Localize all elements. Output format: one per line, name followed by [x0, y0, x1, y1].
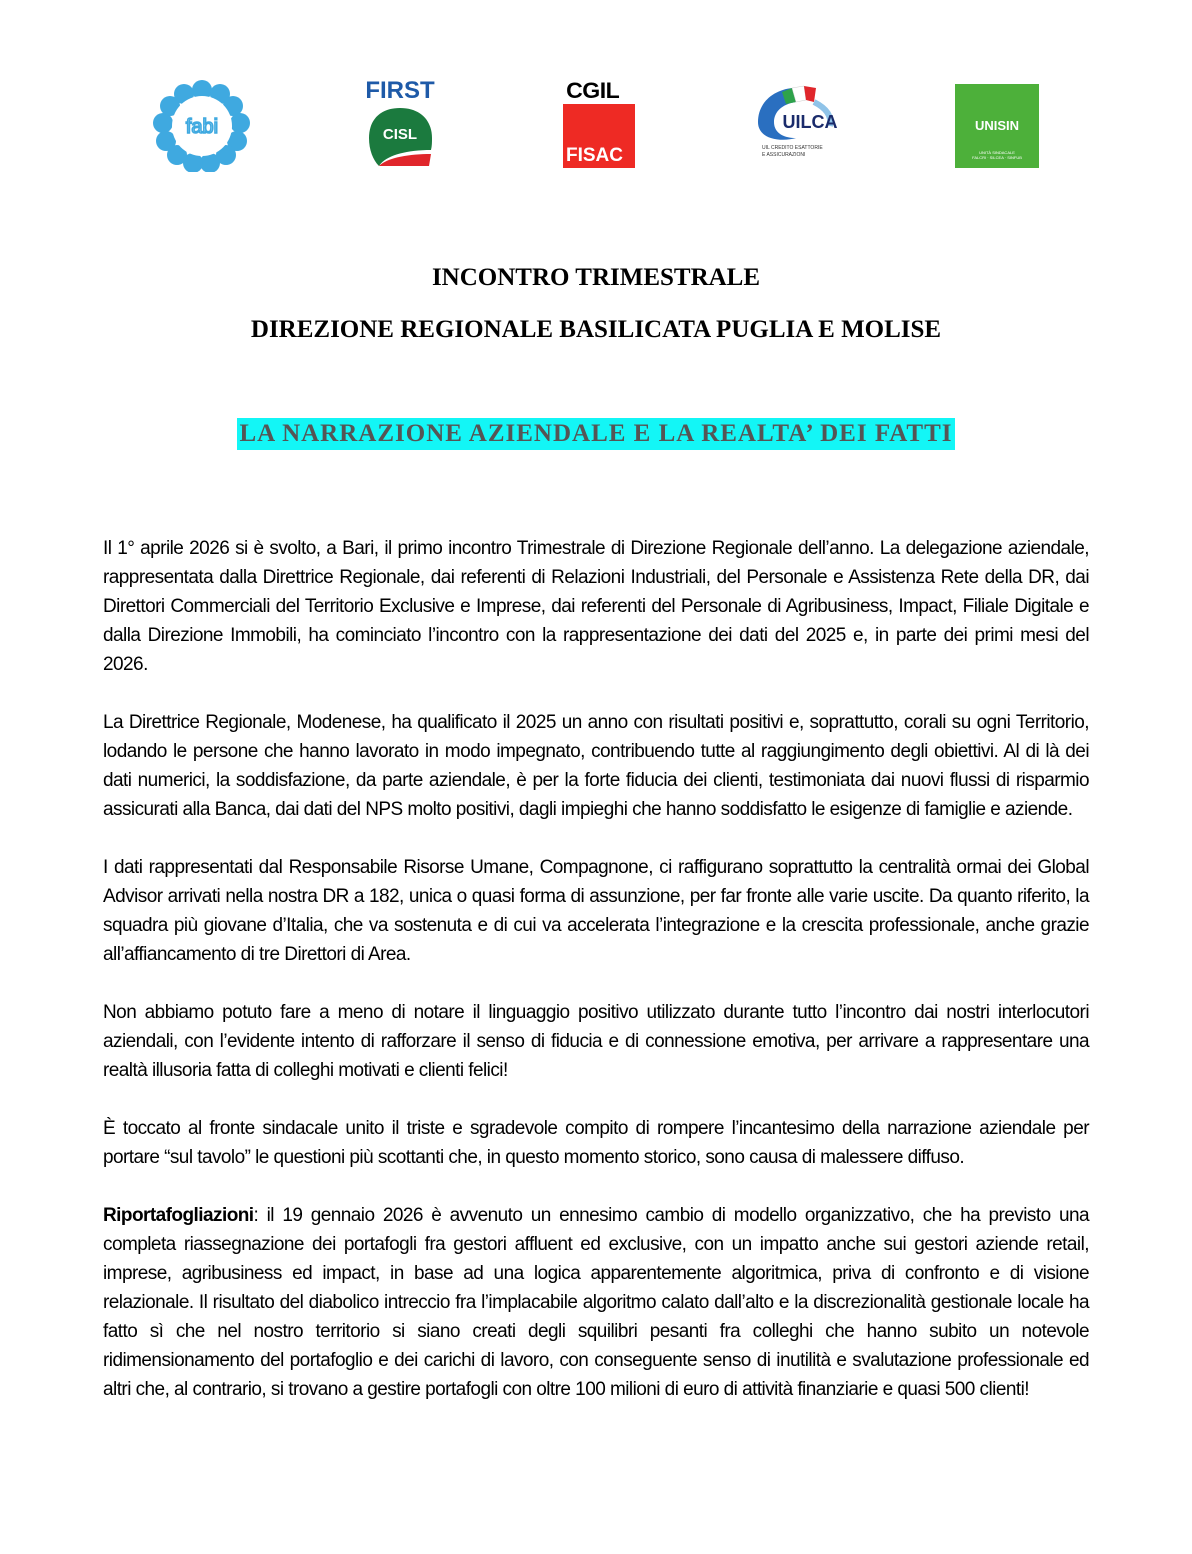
riportafogliazioni-text: : il 19 gennaio 2026 è avvenuto un ennesimo cambio di modello organizzativo, che ha previsto una completa riassegnazione dei portafogli fra gestori affluent ed exclusive, con un impatto anche sui gestori aziende retail, imprese, agribusiness ed impact, in base ad una logica apparentemente algoritmica, priva di confronto e di visione relazionale. Il risultato del diabolico intreccio fra l’implacabile algoritmo calato dall’alto e la discrezionalità gestionale locale ha fatto sì che nel nostro territorio si siano creati degli squilibri pesanti fra colleghi che hanno subito un notevole ridimensionamento del portafoglio e dei carichi di lavoro, con conseguente senso di inutilità e svalutazione professionale ed altri che, al contrario, si trovano a gestire portafogli con oltre 100 milioni di euro di attività finanziarie e quasi 500 clienti!: [103, 1205, 1089, 1400]
union-logos-row: [0, 0, 1192, 200]
uilca-ribbon-icon: [752, 82, 852, 144]
highlighted-heading-wrap: [0, 418, 1192, 450]
document-title: INCONTRO TRIMESTRALE: [431, 264, 761, 291]
paragraph-risorse-umane: I dati rappresentati dal Responsabile Risorse Umane, Compagnone, ci raffigurano soprattutto la centralità ormai dei Global Advisor arrivati nella nostra DR a 182, unica o quasi forma di assunzione, per far fronte alle varie uscite. Da quanto riferito, la squadra più giovane d’Italia, che va sostenuta e di cui va accelerata l’integrazione e la crescita professionale, anche grazie all’affiancamento di tre Direttori di Area.: [103, 857, 1089, 965]
fabi-flower-icon: [152, 80, 252, 172]
uilca-logo-text: UILCA: [782, 112, 838, 132]
uilca-logo: [752, 82, 852, 168]
cisl-emblem-icon: [365, 106, 435, 168]
paragraph-riportafogliazioni: [103, 1201, 1089, 1404]
fabi-logo: [152, 80, 252, 172]
fisac-red-block: [563, 104, 635, 168]
unisin-logo-text: UNISIN: [974, 118, 1020, 133]
first-logo-text: FIRST: [365, 77, 435, 104]
paragraph-intro: Il 1° aprile 2026 si è svolto, a Bari, il primo incontro Trimestrale di Direzione Regionale dell’anno. La delegazione aziendale, rappresentata dalla Direttrice Regionale, dai referenti di Relazioni Industriali, del Personale e Assistenza Rete della DR, dai Direttori Commerciali del Territorio Exclusive e Imprese, dai referenti del Personale di Agribusiness, Impact, Filiale Digitale e dalla Direzione Immobili, ha cominciato l’incontro con la rappresentazione dei dati del 2025 e, in parte dei primi mesi del 2026.: [103, 538, 1089, 675]
first-cisl-logo: [358, 78, 442, 170]
fisac-logo-text: FISAC: [566, 145, 623, 166]
uilca-subtitle-line2: E ASSICURAZIONI: [762, 152, 806, 158]
uilca-subtitle-line1: UIL CREDITO ESATTORIE: [762, 145, 823, 151]
paragraph-linguaggio: Non abbiamo potuto fare a meno di notare il linguaggio positivo utilizzato durante tutto l’incontro dai nostri interlocutori aziendali, con l’evidente intento di rafforzare il senso di fiducia e di connessione emotiva, per arrivare a rappresentare una realtà illusoria fatta di colleghi motivati e clienti felici!: [103, 1002, 1089, 1081]
paragraph-fronte-sindacale: È toccato al fronte sindacale unito il triste e sgradevole compito di rompere l’incantesimo della narrazione aziendale per portare “sul tavolo” le questioni più scottanti che, in questo momento storico, sono causa di malessere diffuso.: [103, 1118, 1089, 1168]
paragraph-direttrice: La Direttrice Regionale, Modenese, ha qualificato il 2025 un anno con risultati positivi e, soprattutto, corali su ogni Territorio, lodando le persone che hanno lavorato in modo impegnato, contribuendo tutte al raggiungimento degli obiettivi. Al di là dei dati numerici, la soddisfazione, da parte aziendale, è per la forte fiducia dei clienti, testimoniata dai nuovi flussi di risparmio assicurati alla Banca, dai dati del NPS molto positivi, dagli impieghi che hanno soddisfatto le esigenze di famiglie e aziende.: [103, 712, 1089, 820]
unisin-subtitle-line1: UNITÀ SINDACALE: [979, 150, 1015, 155]
cisl-logo-text: CISL: [382, 126, 418, 143]
unisin-subtitle-line2: FALCRI · SILCEA · SINFUB: [972, 155, 1022, 160]
document-subtitle-region: DIREZIONE REGIONALE BASILICATA PUGLIA E MOLISE: [250, 316, 942, 343]
highlighted-heading: LA NARRAZIONE AZIENDALE E LA REALTA’ DEI FATTI: [237, 418, 954, 450]
unisin-logo: [955, 84, 1039, 168]
cgil-fisac-logo: [563, 80, 637, 170]
fabi-logo-text: fabi: [185, 116, 219, 138]
riportafogliazioni-label: Riportafogliazioni: [103, 1205, 254, 1226]
document-body: [103, 534, 1089, 1433]
unisin-subtitle: [955, 150, 1039, 160]
cgil-logo-text: CGIL: [566, 78, 620, 103]
